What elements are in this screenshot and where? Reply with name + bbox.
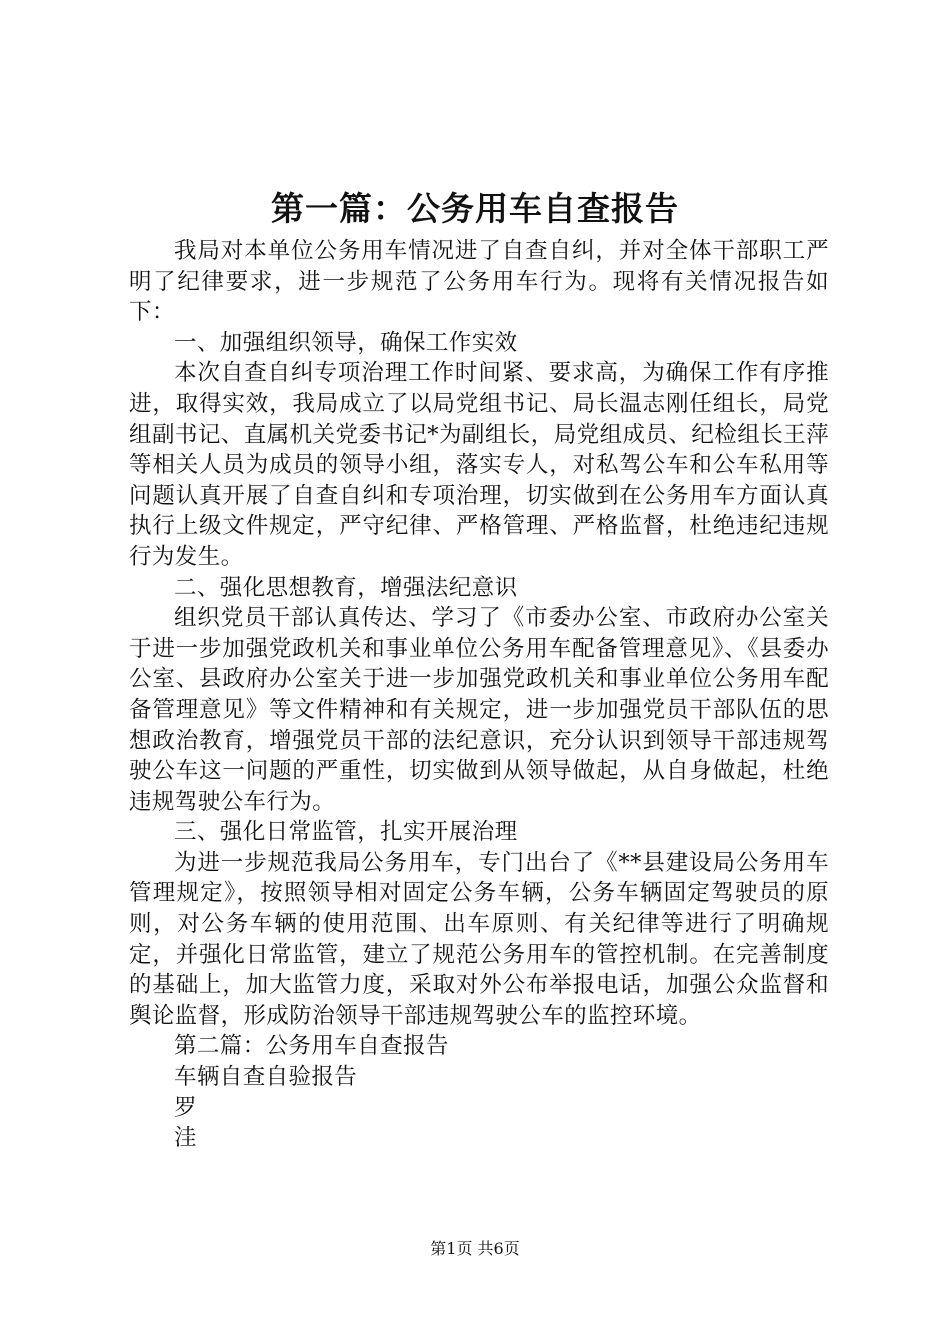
vehicle-report-title: 车辆自查自验报告	[174, 1064, 358, 1091]
intro-paragraph: 我局对本单位公务用车情况进了自查自纠，并对全体干部职工严明了纪律要求，进一步规范了公务用车行为。现将有关情况报告如下：	[129, 238, 829, 326]
section-heading-2: 二、强化思想教育，增强法纪意识	[174, 574, 518, 601]
document-title: 第一篇：公务用车自查报告	[271, 189, 679, 228]
section-paragraph-1: 本次自查自纠专项治理工作时间紧、要求高，为确保工作有序推进，取得实效，我局成立了以局党组书记、局长温志刚任组长，局党组副书记、直属机关党委书记*为副组长，局党组成员、纪检组长王萍等相关人员为成员的领导小组，落实专人，对私驾公车和公车私用等问题认真开展了自查自纠和专项治理，切实做到在公务用车方面认真执行上级文件规定，严守纪律、严格管理、严格监督，杜绝违纪违规行为发生。	[129, 360, 829, 570]
page-number: 第1页 共6页	[430, 1239, 520, 1258]
section-heading-3: 三、强化日常监管，扎实开展治理	[174, 819, 518, 846]
second-article-title: 第二篇：公务用车自查报告	[174, 1033, 449, 1060]
text-line: 罗	[174, 1094, 197, 1121]
section-paragraph-2: 组织党员干部认真传达、学习了《市委办公室、市政府办公室关于进一步加强党政机关和事业单位公务用车配备管理意见》、《县委办公室、县政府办公室关于进一步加强党政机关和事业单位公务用车配备管理意见》等文件精神和有关规定，进一步加强党员干部队伍的思想政治教育，增强党员干部的法纪意识，充分认识到领导干部违规驾驶公车这一问题的严重性，切实做到从领导做起，从自身做起，杜绝违规驾驶公车行为。	[129, 605, 829, 815]
document-body	[129, 236, 829, 1154]
section-paragraph-3: 为进一步规范我局公务用车，专门出台了《**县建设局公务用车管理规定》，按照领导相对固定公务车辆，公务车辆固定驾驶员的原则，对公务车辆的使用范围、出车原则、有关纪律等进行了明确规定，并强化日常监管，建立了规范公务用车的管控机制。在完善制度的基础上，加大监管力度，采取对外公布举报电话，加强公众监督和舆论监督，形成防治领导干部违规驾驶公车的监控环境。	[129, 849, 829, 1029]
section-heading-1: 一、加强组织领导，确保工作实效	[174, 329, 518, 356]
text-line: 洼	[174, 1125, 197, 1152]
